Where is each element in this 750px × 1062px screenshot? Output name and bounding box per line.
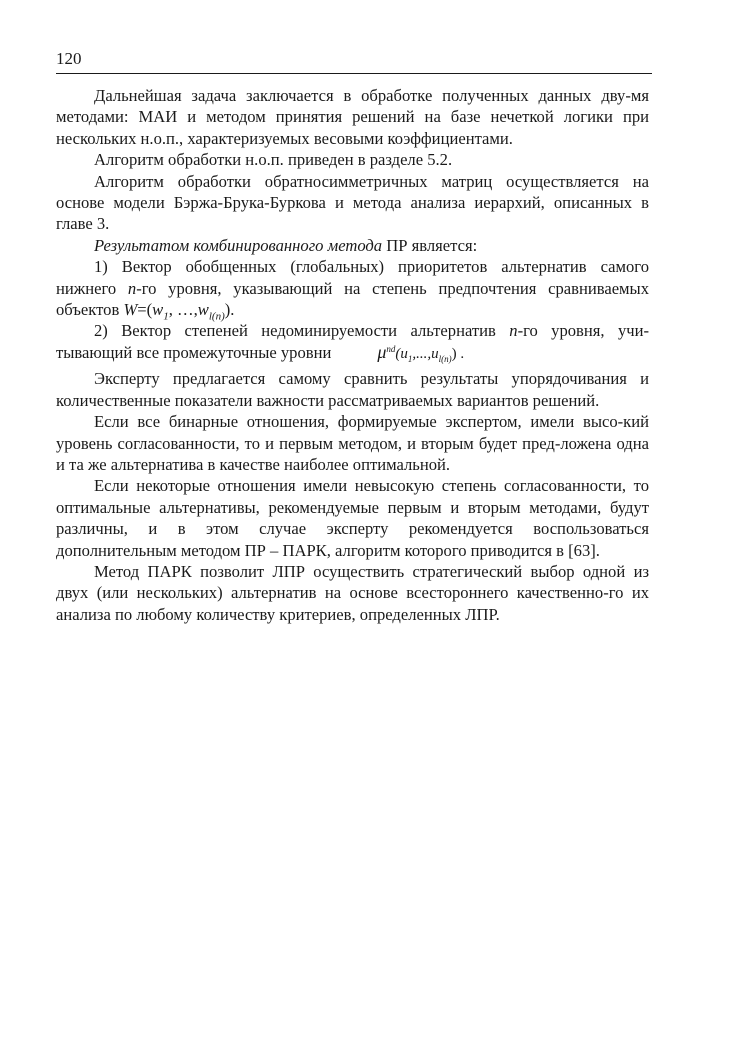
paragraph-4-rest: ПР является:	[382, 235, 478, 255]
formula-w-symbol: W	[123, 300, 138, 320]
paragraph-7: Эксперту предлагается самому сравнить результаты упорядочивания и количественные показатели важности рассматриваемых вариантов решений.	[56, 369, 649, 410]
formula-w-vector	[123, 300, 235, 323]
paragraph-9: Если некоторые отношения имели невысокую степень согласованности, то оптимальные альтернативы, рекомендуемые первым и вторым методами, будут различны, и в этом случае эксперту рекомендуется воспользоваться дополнительным методом ПР – ПАРК, алгоритм которого приводится в [63].	[56, 476, 649, 560]
paragraph-5-text-b: -го уровня, указывающий на степень предпочтения сравниваемых объектов	[56, 278, 650, 320]
formula-w1-sub: 1	[163, 310, 169, 323]
paragraph-6-text-a: 2) Вектор степеней недоминируемости альтернатив	[94, 321, 510, 341]
formula-wl-sub: l(n)	[208, 310, 225, 323]
formula-mu	[339, 342, 464, 365]
paragraph-3: Алгоритм обработки обратносимметричных матриц осуществляется на основе модели Бэржа-Брука-Буркова и метода анализа иерархий, описанных в главе 3.	[56, 171, 649, 234]
formula-w-mid: , …,	[168, 300, 198, 320]
formula-mu-symbol: μ	[377, 341, 387, 362]
formula-mu-sup: nd	[386, 343, 396, 354]
paragraph-1: Дальнейшая задача заключается в обработке полученных данных дву-мя методами: МАИ и методом принятия решений на базе нечеткой логики при нескольких н.о.п., характеризуемых весовыми коэффициентами.	[56, 86, 649, 148]
paragraph-5-text-a: 1) Вектор обобщенных (глобальных) приоритетов альтернатив самого нижнего	[56, 257, 649, 298]
header-rule	[56, 73, 652, 74]
page-number: 120	[56, 49, 82, 68]
variable-n-2: n	[509, 321, 518, 341]
formula-mu-sub1: 1	[407, 353, 413, 364]
formula-mu-close: ) .	[451, 345, 465, 362]
paragraph-6	[56, 320, 649, 365]
paragraph-6-text-b: -го уровня, учи-тывающий все промежуточные уровни	[56, 321, 649, 362]
formula-w-eq: =(	[137, 300, 153, 320]
formula-w-end: ).	[224, 300, 235, 320]
variable-n: n	[127, 278, 137, 298]
italic-phrase: Результатом комбинированного метода	[94, 235, 383, 255]
paragraph-8: Если все бинарные отношения, формируемые экспертом, имели высо-кий уровень согласованности, то и первым методом, и вторым будет пред-ложена одна и та же альтернатива в качестве наиболее оптимальной.	[56, 412, 649, 474]
formula-mu-sub2: l(n)	[438, 353, 452, 364]
paragraph-5	[56, 256, 650, 323]
body-text	[56, 85, 649, 625]
formula-mu-mid: ,...,u	[412, 345, 439, 362]
paragraph-10: Метод ПАРК позволит ЛПР осуществить стратегический выбор одной из двух (или нескольких) альтернатив на основе всестороннего качественно-го их анализа по любому количеству критериев, определенных ЛПР.	[56, 561, 649, 624]
formula-mu-open: (u	[395, 345, 408, 362]
paragraph-4	[56, 235, 649, 256]
paragraph-2: Алгоритм обработки н.о.п. приведен в разделе 5.2.	[94, 150, 453, 170]
formula-wl: w	[197, 300, 209, 320]
formula-w1: w	[152, 300, 164, 320]
